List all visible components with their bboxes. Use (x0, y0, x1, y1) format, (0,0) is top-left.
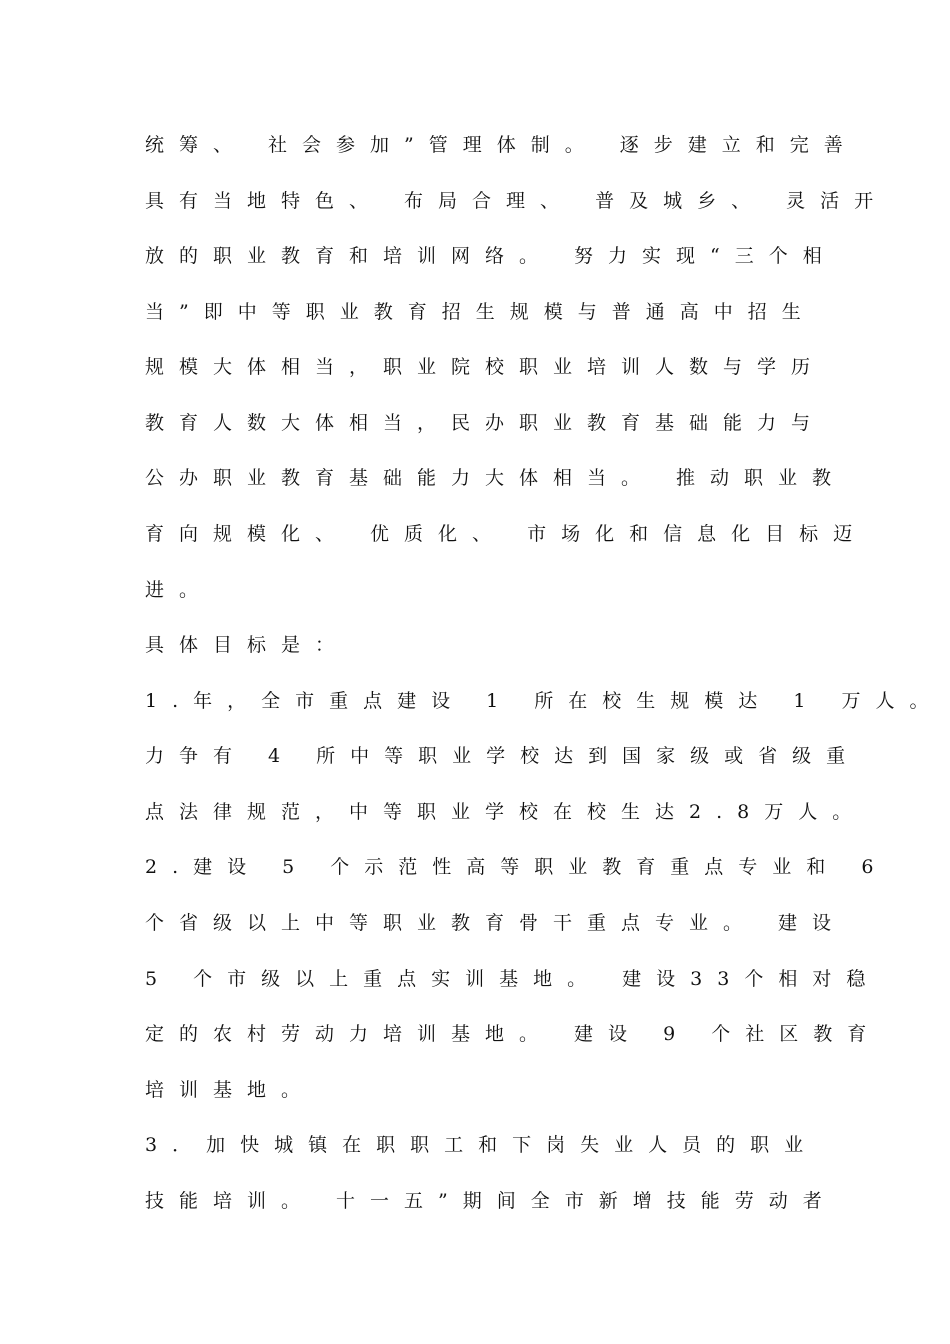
text-line: 统筹、 社会参加”管理体制。 逐步建立和完善 (145, 134, 858, 156)
text-line: 3．加快城镇在职职工和下岗失业人员的职业 (145, 1134, 819, 1156)
text-line: 规模大体相当，职业院校职业培训人数与学历 (145, 356, 826, 378)
text-line: 培训基地。 (145, 1079, 316, 1101)
text-line: 教育人数大体相当，民办职业教育基础能力与 (145, 412, 826, 434)
text-line: 育向规模化、 优质化、 市场化和信息化目标迈 (145, 523, 868, 545)
text-line: 2.建设 5 个示范性高等职业教育重点专业和 6 (145, 856, 889, 878)
text-line: 放的职业教育和培训网络。 努力实现“三个相 (145, 245, 837, 267)
text-line: 具有当地特色、 布局合理、 普及城乡、 灵活开 (145, 190, 889, 212)
text-line: 个省级以上中等职业教育骨干重点专业。 建设 (145, 912, 847, 934)
text-line: 公办职业教育基础能力大体相当。 推动职业教 (145, 467, 847, 489)
text-line: 1.年，全市重点建设 1 所在校生规模达 1 万人。 (145, 690, 944, 712)
text-line: 力争有 4 所中等职业学校达到国家级或省级重 (145, 745, 861, 767)
text-line: 定的农村劳动力培训基地。 建设 9 个社区教育 (145, 1023, 882, 1045)
text-line: 技能培训。 十一五”期间全市新增技能劳动者 (145, 1190, 837, 1212)
text-line: 进。 (145, 579, 214, 601)
text-line: 当”即中等职业教育招生规模与普通高中招生 (145, 301, 816, 323)
text-line: 点法律规范，中等职业学校在校生达2.8万人。 (145, 801, 867, 823)
text-line: 具体目标是： (145, 634, 350, 656)
text-line: 5 个市级以上重点实训基地。 建设33个相对稳 (145, 968, 881, 990)
